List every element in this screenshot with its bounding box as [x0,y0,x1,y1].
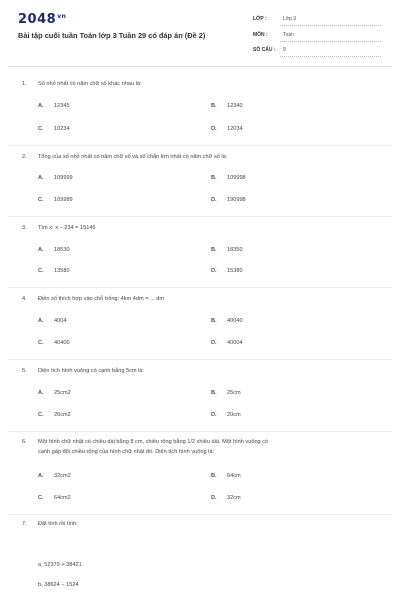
meta-question-count: SỐ CÂU : 9 [253,45,381,57]
site-logo[interactable]: $2048^{vn}$ [18,12,67,27]
meta-class: LỚP : Lớp 3 [253,14,381,26]
meta-subject: MÔN : Toán [253,30,381,42]
question-1: 1. Số nhỏ nhất có năm chữ số khác nhau là: [22,81,142,87]
q5-option-c[interactable]: C. 20cm2 [38,412,71,418]
divider [8,359,392,360]
q4-option-b[interactable]: B. 40040 [211,318,243,324]
document-title: Bài tập cuối tuần Toán lớp 3 Tuần 29 có đáp án (Đề 2) [18,31,206,40]
q2-option-d[interactable]: D. 190998 [211,197,246,203]
question-4: 4. Điền số thích hợp vào chỗ trống: 4km 4dm = ... dm [22,296,165,302]
q5-option-b[interactable]: B. 25cm [211,390,241,396]
divider [8,145,392,146]
q6-option-b[interactable]: B. 64cm [211,473,241,479]
question-3: 3. Tìm x: x − 234 = 15146 [22,225,96,231]
q7-subitem-b: b, 38624 − 1524 [38,582,79,588]
question-2: 2. Tổng của số nhỏ nhất có năm chữ số và số chẵn lớn nhất có năm chữ số là: [22,154,228,160]
q1-option-c[interactable]: C. 10234 [38,126,70,132]
divider [8,431,392,432]
q6-option-c[interactable]: C. 64cm2 [38,495,71,501]
divider [8,287,392,288]
q5-option-a[interactable]: A. 25cm2 [38,390,71,396]
header-divider [8,66,392,67]
question-5: 5. Diện tích hình vuông có cạnh bằng 5cm là: [22,368,145,374]
divider [8,216,392,217]
question-6: 6. Một hình chữ nhật có chiều dài bằng 8 cm, chiều rộng bằng 1/2 chiều dài. Một hình vuông có cạnh gấp đôi chiều rộng của hình chữ nhật đó. Diện tích hình vuông là: [22,439,269,455]
q2-option-b[interactable]: B. 109998 [211,175,246,181]
q1-option-b[interactable]: B. 12340 [211,103,243,109]
q4-option-d[interactable]: D. 40004 [211,340,243,346]
q4-option-c[interactable]: C. 40400 [38,340,70,346]
q3-option-d[interactable]: D. 15380 [211,268,243,274]
divider [8,514,392,515]
q6-option-a[interactable]: A. 32cm2 [38,473,71,479]
q2-option-a[interactable]: A. 109999 [38,175,73,181]
q3-option-c[interactable]: C. 13580 [38,268,70,274]
q1-option-d[interactable]: D. 12034 [211,126,243,132]
q6-option-d[interactable]: D. 32cm [211,495,241,501]
q4-option-a[interactable]: A. 4004 [38,318,67,324]
q2-option-c[interactable]: C. 109989 [38,197,73,203]
page-header [0,0,400,66]
q7-subitem-a: a, 52379 + 38421 [38,562,82,568]
q1-option-a[interactable]: A. 12345 [38,103,70,109]
q5-option-d[interactable]: D. 20cm [211,412,241,418]
question-7: 7. Đặt tính rồi tính: [22,521,78,527]
q3-option-b[interactable]: B. 18350 [211,247,243,253]
q3-option-a[interactable]: A. 18530 [38,247,70,253]
